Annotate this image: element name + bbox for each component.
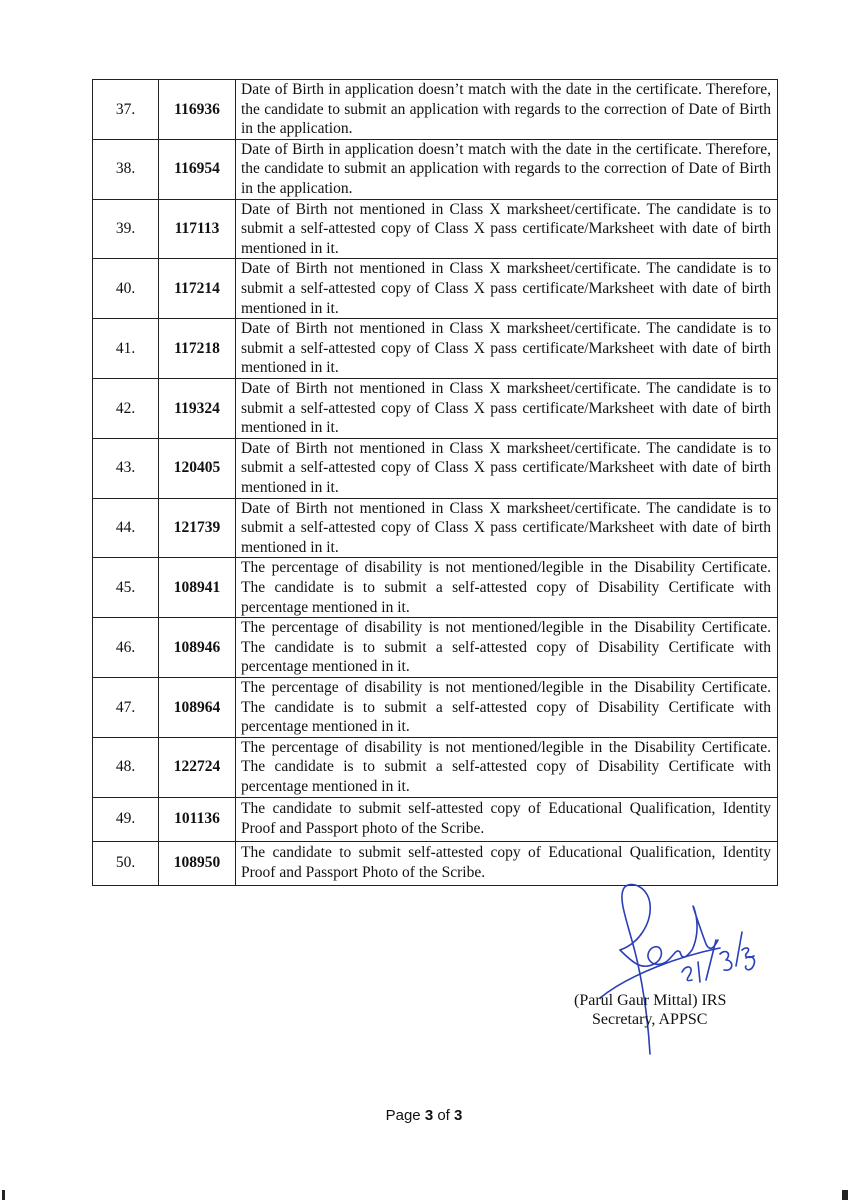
signatory-name: (Parul Gaur Mittal) IRS bbox=[574, 992, 727, 1009]
remark-cell: Date of Birth not mentioned in Class X marksheet/certificate. The candidate is to submit a self-attested copy of Class X pass certificate/Marksheet with date of birth mentioned in it. bbox=[236, 498, 778, 558]
serial-number-cell: 39. bbox=[93, 199, 159, 259]
scan-edge-mark bbox=[842, 1190, 848, 1200]
roll-number-cell: 108946 bbox=[159, 618, 236, 678]
serial-number-cell: 46. bbox=[93, 618, 159, 678]
serial-number-cell: 40. bbox=[93, 259, 159, 319]
table-row bbox=[93, 378, 778, 438]
remark-cell: The percentage of disability is not mentioned/legible in the Disability Certificate. The candidate is to submit a self-attested copy of Disability Certificate with percentage mentioned in it. bbox=[236, 737, 778, 797]
serial-number-cell: 42. bbox=[93, 378, 159, 438]
roll-number-cell: 116936 bbox=[159, 80, 236, 140]
page-prefix: Page bbox=[385, 1107, 421, 1124]
page-total: 3 bbox=[454, 1107, 463, 1124]
remarks-table bbox=[92, 79, 778, 886]
table-row bbox=[93, 139, 778, 199]
roll-number-cell: 117214 bbox=[159, 259, 236, 319]
remark-cell: Date of Birth not mentioned in Class X marksheet/certificate. The candidate is to submit a self-attested copy of Class X pass certificate/Marksheet with date of birth mentioned in it. bbox=[236, 438, 778, 498]
serial-number-cell: 45. bbox=[93, 558, 159, 618]
remark-cell: Date of Birth not mentioned in Class X marksheet/certificate. The candidate is to submit a self-attested copy of Class X pass certificate/Marksheet with date of birth mentioned in it. bbox=[236, 378, 778, 438]
scan-edge-mark bbox=[2, 1190, 5, 1200]
roll-number-cell: 120405 bbox=[159, 438, 236, 498]
roll-number-cell: 122724 bbox=[159, 737, 236, 797]
table-row bbox=[93, 737, 778, 797]
serial-number-cell: 44. bbox=[93, 498, 159, 558]
serial-number-cell: 48. bbox=[93, 737, 159, 797]
serial-number-cell: 37. bbox=[93, 80, 159, 140]
table-row bbox=[93, 558, 778, 618]
remark-cell: The percentage of disability is not mentioned/legible in the Disability Certificate. The candidate is to submit a self-attested copy of Disability Certificate with percentage mentioned in it. bbox=[236, 558, 778, 618]
table-row bbox=[93, 438, 778, 498]
table-row bbox=[93, 259, 778, 319]
roll-number-cell: 117218 bbox=[159, 319, 236, 379]
table-row bbox=[93, 498, 778, 558]
page-number bbox=[0, 1107, 848, 1124]
remarks-table-body bbox=[93, 80, 778, 886]
serial-number-cell: 50. bbox=[93, 841, 159, 885]
roll-number-cell: 108950 bbox=[159, 841, 236, 885]
remark-cell: Date of Birth not mentioned in Class X marksheet/certificate. The candidate is to submit a self-attested copy of Class X pass certificate/Marksheet with date of birth mentioned in it. bbox=[236, 259, 778, 319]
roll-number-cell: 117113 bbox=[159, 199, 236, 259]
roll-number-cell: 119324 bbox=[159, 378, 236, 438]
table-row bbox=[93, 618, 778, 678]
remark-cell: Date of Birth not mentioned in Class X marksheet/certificate. The candidate is to submit a self-attested copy of Class X pass certificate/Marksheet with date of birth mentioned in it. bbox=[236, 199, 778, 259]
remark-cell: Date of Birth not mentioned in Class X marksheet/certificate. The candidate is to submit a self-attested copy of Class X pass certificate/Marksheet with date of birth mentioned in it. bbox=[236, 319, 778, 379]
roll-number-cell: 121739 bbox=[159, 498, 236, 558]
roll-number-cell: 108964 bbox=[159, 677, 236, 737]
signatory-designation: Secretary, APPSC bbox=[592, 1011, 708, 1028]
roll-number-cell: 116954 bbox=[159, 139, 236, 199]
remark-cell: Date of Birth in application doesn’t match with the date in the certificate. Therefore, the candidate to submit an application with regards to the correction of Date of Birth in the application. bbox=[236, 139, 778, 199]
table-row bbox=[93, 797, 778, 841]
table-row bbox=[93, 199, 778, 259]
table-row bbox=[93, 319, 778, 379]
remark-cell: The candidate to submit self-attested copy of Educational Qualification, Identity Proof and Passport Photo of the Scribe. bbox=[236, 841, 778, 885]
page-current: 3 bbox=[424, 1107, 434, 1124]
serial-number-cell: 47. bbox=[93, 677, 159, 737]
remark-cell: The percentage of disability is not mentioned/legible in the Disability Certificate. The candidate is to submit a self-attested copy of Disability Certificate with percentage mentioned in it. bbox=[236, 677, 778, 737]
remark-cell: Date of Birth in application doesn’t match with the date in the certificate. Therefore, the candidate to submit an application with regards to the correction of Date of Birth in the application. bbox=[236, 80, 778, 140]
serial-number-cell: 43. bbox=[93, 438, 159, 498]
serial-number-cell: 38. bbox=[93, 139, 159, 199]
page-of: of bbox=[437, 1107, 450, 1124]
table-row bbox=[93, 80, 778, 140]
serial-number-cell: 41. bbox=[93, 319, 159, 379]
roll-number-cell: 108941 bbox=[159, 558, 236, 618]
table-row bbox=[93, 677, 778, 737]
remark-cell: The percentage of disability is not mentioned/legible in the Disability Certificate. The candidate is to submit a self-attested copy of Disability Certificate with percentage mentioned in it. bbox=[236, 618, 778, 678]
handwritten-date-strokes bbox=[680, 918, 760, 988]
roll-number-cell: 101136 bbox=[159, 797, 236, 841]
signature-date bbox=[680, 918, 760, 993]
remark-cell: The candidate to submit self-attested copy of Educational Qualification, Identity Proof and Passport photo of the Scribe. bbox=[236, 797, 778, 841]
serial-number-cell: 49. bbox=[93, 797, 159, 841]
